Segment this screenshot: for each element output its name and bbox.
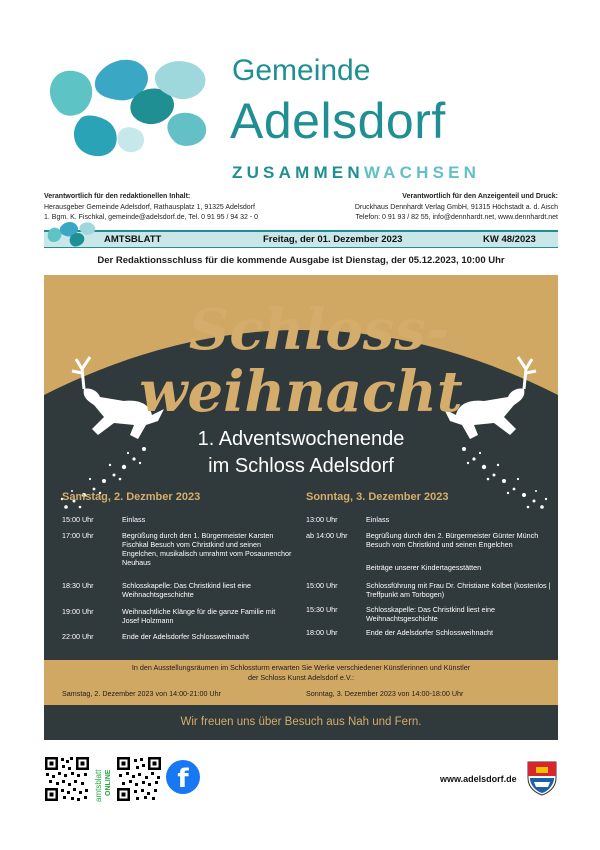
sunday-heading: Sonntag, 3. Dezember 2023 [306, 491, 449, 503]
facebook-icon[interactable]: f [166, 760, 200, 794]
exhibition-sunday: Sonntag, 3. Dezember 2023 von 14:00-18:00 Uhr [306, 689, 464, 698]
schlossweihnacht-poster [44, 275, 558, 740]
poster-subtitle-line2: im Schloss Adelsdorf [208, 455, 394, 477]
schedule-event: Weihnachtliche Klänge für die ganze Familie mit Josef Holzmann [122, 607, 276, 625]
schedule-event: Beiträge unserer Kindertagesstätten [366, 563, 482, 572]
adelsdorf-leaf-logo-icon [36, 48, 226, 178]
schedule-time: 15:30 Uhr [306, 605, 338, 614]
brand-tagline [232, 163, 480, 183]
brand-adelsdorf: Adelsdorf [230, 93, 446, 149]
schedule-time: 13:00 Uhr [306, 515, 338, 524]
poster-title-line1: Schloss- [188, 297, 450, 363]
imprint-advertising-heading: Verantwortlich für den Anzeigenteil und Druck: [402, 193, 558, 200]
qr-code-icon[interactable] [116, 756, 162, 802]
issue-date: Freitag, der 01. Dezember 2023 [263, 234, 403, 245]
issue-bar [44, 230, 558, 248]
schedule-time: 22:00 Uhr [62, 632, 94, 641]
schedule-time: 15:00 Uhr [62, 515, 94, 524]
imprint-editorial [44, 192, 314, 224]
editorial-deadline: Der Redaktionsschluss für die kommende Ausgabe ist Dienstag, der 05.12.2023, 10:00 Uhr [97, 255, 505, 266]
qr-code-icon[interactable] [44, 756, 90, 802]
coat-of-arms-icon [526, 760, 558, 796]
imprint-advertising [318, 192, 558, 224]
issue-week: KW 48/2023 [483, 234, 536, 245]
schedule-event: Einlass [122, 515, 146, 524]
exhibition-note [44, 663, 558, 682]
schedule-time: 15:00 Uhr [306, 581, 338, 590]
schedule-time: ab 14:00 Uhr [306, 531, 348, 540]
website-link[interactable]: www.adelsdorf.de [440, 774, 517, 784]
imprint-advertising-line1: Druckhaus Dennhardt Verlag GmbH, 91315 Höchstadt a. d. Aisch [354, 203, 558, 211]
tagline-part-wachsen: WACHSEN [363, 163, 481, 182]
mini-leaf-logo-icon [44, 220, 98, 250]
exhibition-saturday: Samstag, 2. Dezember 2023 von 14:00-21:00 Uhr [62, 689, 222, 698]
imprint-editorial-heading: Verantwortlich für den redaktionellen Inhalt: [44, 193, 191, 200]
imprint-advertising-line2: Telefon: 0 91 93 / 82 55, info@dennhardt.net, www.dennhardt.net [355, 214, 558, 221]
amtsblatt-online-badge[interactable] [92, 754, 112, 804]
schedule-event: Begrüßung durch den 1. Bürgermeister Karsten Fischkal Besuch vom Christkind und seinen Engelchen, musikalisch umrahmt vom Posaunenchor Neuhaus [122, 531, 292, 567]
schedule-event: Ende der Adelsdorfer Schlossweihnacht [366, 628, 494, 637]
tagline-part-zusammen: ZUSAMMEN [232, 163, 364, 182]
exhibition-note-line2: der Schloss Kunst Adelsdorf e.V.: [247, 672, 354, 682]
schedule-event: Schlosskapelle: Das Christkind liest eine Weihnachtsgeschichte [122, 581, 252, 599]
amtsblatt-badge-text: amtsblatt [94, 769, 103, 802]
sunday-schedule [306, 515, 556, 655]
schedule-time: 18:00 Uhr [306, 628, 338, 637]
issue-label: AMTSBLATT [104, 234, 162, 245]
schedule-time: 17:00 Uhr [62, 531, 94, 540]
welcome-banner: Wir freuen uns über Besuch aus Nah und Fern. [44, 705, 558, 740]
online-badge-text: ONLINE [105, 769, 112, 796]
schedule-time: 18:30 Uhr [62, 581, 94, 590]
saturday-schedule [62, 515, 302, 655]
imprint-editorial-line1: Herausgeber Gemeinde Adelsdorf, Rathausplatz 1, 91325 Adelsdorf [44, 203, 255, 211]
masthead [0, 0, 600, 190]
schedule-event: Einlass [366, 515, 390, 524]
schedule-event: Schlosskapelle: Das Christkind liest eine Weihnachtsgeschichte [366, 605, 496, 623]
schedule-event: Ende der Adelsdorfer Schlossweihnacht [122, 632, 250, 641]
schedule-time: 19:00 Uhr [62, 607, 94, 616]
imprint-editorial-line2: 1. Bgm. K. Fischkal, gemeinde@adelsdorf.de, Tel. 0 91 95 / 94 32 - 0 [44, 214, 258, 221]
poster-subtitle-line1: 1. Adventswochenende [197, 428, 405, 450]
schedule-event: Begrüßung durch den 2. Bürgermeister Günter Münch Besuch vom Christkind und seinen Engelchen [366, 531, 539, 549]
schedule-event: Schlossführung mit Frau Dr. Christiane Kolbet (kostenlos | Treffpunkt am Torbogen) [366, 581, 551, 599]
saturday-heading: Samstag, 2. Dezmber 2023 [62, 491, 201, 503]
poster-title-line2: weihnacht [139, 359, 463, 425]
brand-gemeinde: Gemeinde [232, 54, 371, 87]
exhibition-note-line1: In den Ausstellungsräumen im Schlossturm erwarten Sie Werke verschiedener Künstlerinnen und Künstler [131, 663, 471, 672]
